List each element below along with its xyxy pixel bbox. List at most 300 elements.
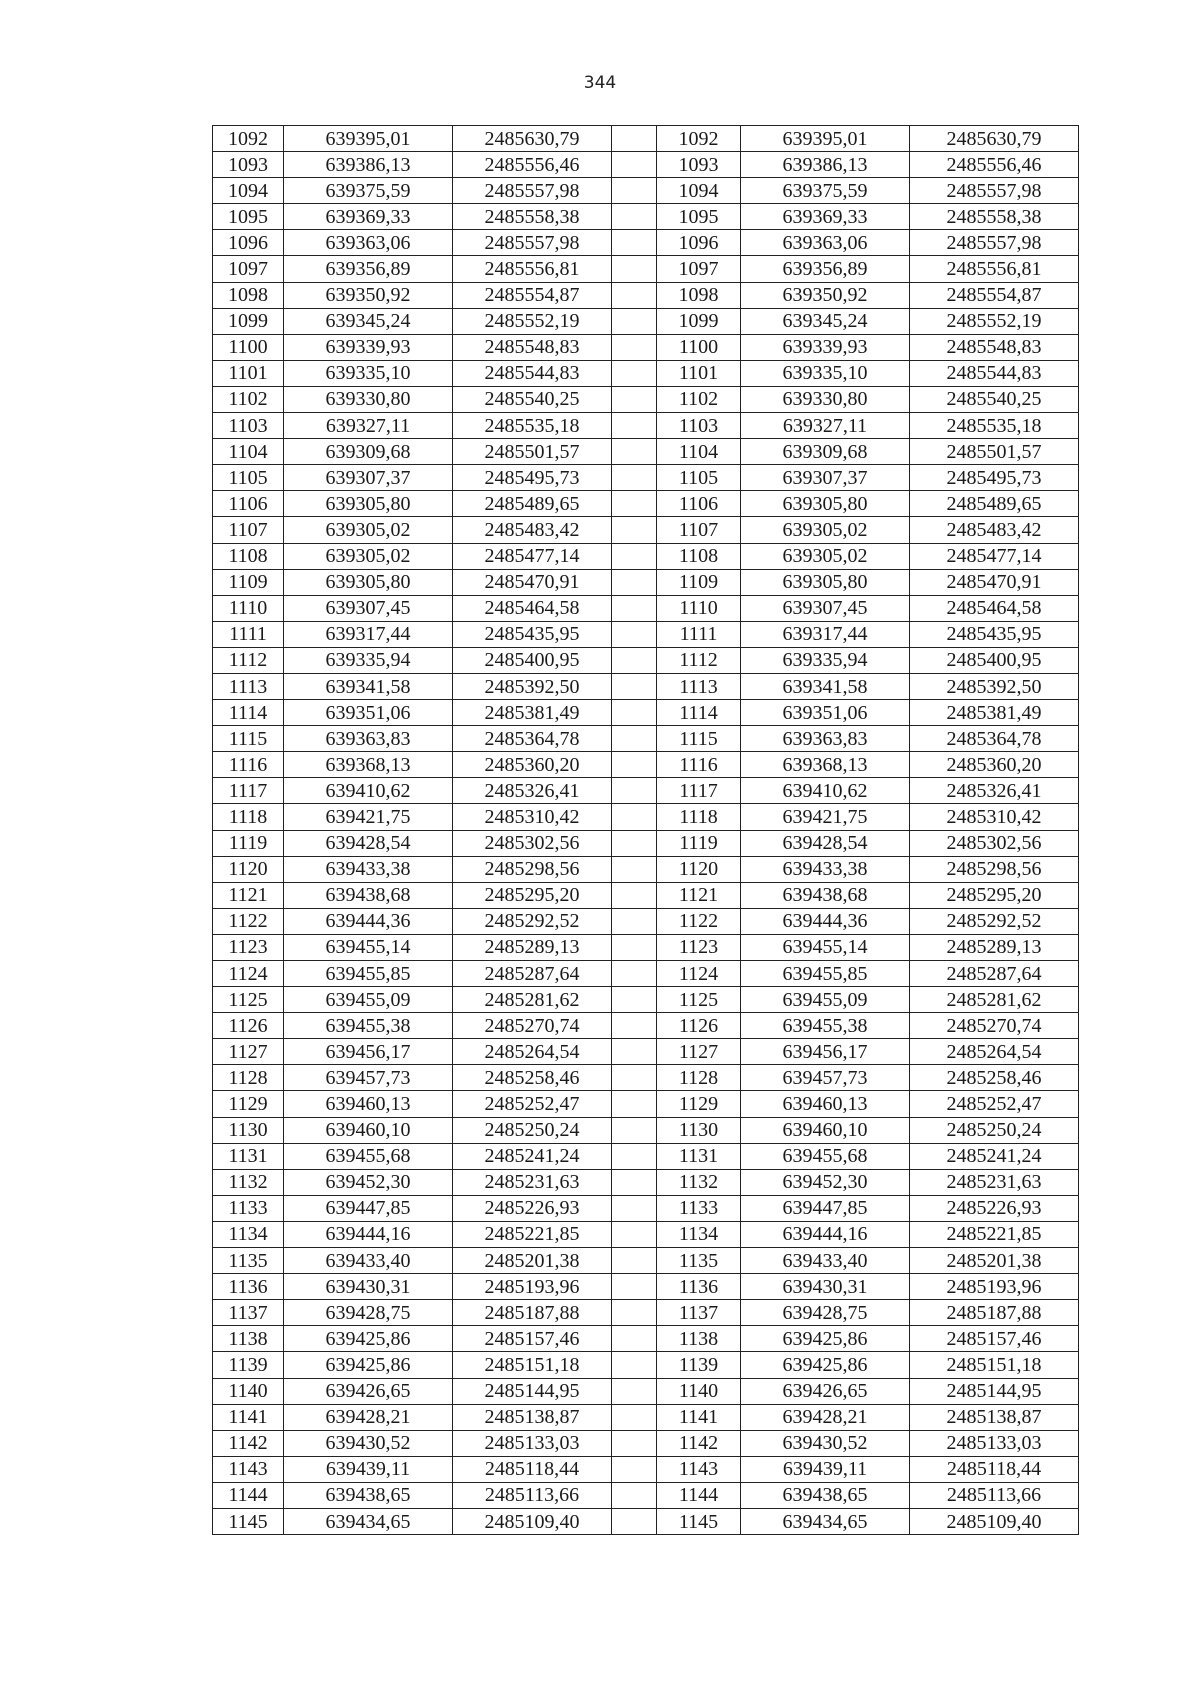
table-row xyxy=(213,413,1079,439)
left-x-coordinate-cell: 639363,83 xyxy=(284,726,453,752)
left-y-coordinate-cell: 2485250,24 xyxy=(453,1117,612,1143)
left-point-number-cell: 1105 xyxy=(213,465,284,491)
right-point-number-cell: 1106 xyxy=(657,491,741,517)
left-y-coordinate-cell: 2485138,87 xyxy=(453,1404,612,1430)
right-y-coordinate-cell: 2485477,14 xyxy=(910,543,1079,569)
table-row xyxy=(213,856,1079,882)
left-y-coordinate-cell: 2485264,54 xyxy=(453,1039,612,1065)
left-x-coordinate-cell: 639356,89 xyxy=(284,256,453,282)
table-row xyxy=(213,517,1079,543)
blank-cell xyxy=(612,595,657,621)
right-y-coordinate-cell: 2485151,18 xyxy=(910,1352,1079,1378)
blank-cell xyxy=(612,204,657,230)
table-row xyxy=(213,1352,1079,1378)
left-point-number-cell: 1093 xyxy=(213,152,284,178)
right-x-coordinate-cell: 639351,06 xyxy=(741,700,910,726)
right-y-coordinate-cell: 2485144,95 xyxy=(910,1378,1079,1404)
table-row xyxy=(213,1456,1079,1482)
left-point-number-cell: 1125 xyxy=(213,987,284,1013)
right-point-number-cell: 1097 xyxy=(657,256,741,282)
blank-cell xyxy=(612,934,657,960)
table-row xyxy=(213,569,1079,595)
right-x-coordinate-cell: 639455,09 xyxy=(741,987,910,1013)
blank-cell xyxy=(612,152,657,178)
right-y-coordinate-cell: 2485289,13 xyxy=(910,934,1079,960)
blank-cell xyxy=(612,1430,657,1456)
right-x-coordinate-cell: 639421,75 xyxy=(741,804,910,830)
left-x-coordinate-cell: 639335,94 xyxy=(284,647,453,673)
left-point-number-cell: 1122 xyxy=(213,908,284,934)
left-point-number-cell: 1104 xyxy=(213,439,284,465)
table-row xyxy=(213,1300,1079,1326)
table-row xyxy=(213,1248,1079,1274)
left-point-number-cell: 1124 xyxy=(213,961,284,987)
left-x-coordinate-cell: 639327,11 xyxy=(284,413,453,439)
right-x-coordinate-cell: 639430,31 xyxy=(741,1274,910,1300)
table-row xyxy=(213,308,1079,334)
left-x-coordinate-cell: 639421,75 xyxy=(284,804,453,830)
right-point-number-cell: 1098 xyxy=(657,282,741,308)
left-y-coordinate-cell: 2485477,14 xyxy=(453,543,612,569)
right-x-coordinate-cell: 639428,54 xyxy=(741,830,910,856)
right-y-coordinate-cell: 2485548,83 xyxy=(910,334,1079,360)
blank-cell xyxy=(612,569,657,595)
right-point-number-cell: 1118 xyxy=(657,804,741,830)
right-x-coordinate-cell: 639438,65 xyxy=(741,1482,910,1508)
blank-cell xyxy=(612,856,657,882)
left-point-number-cell: 1119 xyxy=(213,830,284,856)
left-x-coordinate-cell: 639444,36 xyxy=(284,908,453,934)
right-x-coordinate-cell: 639428,21 xyxy=(741,1404,910,1430)
right-y-coordinate-cell: 2485489,65 xyxy=(910,491,1079,517)
table-row xyxy=(213,752,1079,778)
blank-cell xyxy=(612,1013,657,1039)
left-point-number-cell: 1103 xyxy=(213,413,284,439)
left-x-coordinate-cell: 639307,45 xyxy=(284,595,453,621)
left-point-number-cell: 1133 xyxy=(213,1195,284,1221)
left-x-coordinate-cell: 639428,21 xyxy=(284,1404,453,1430)
left-y-coordinate-cell: 2485289,13 xyxy=(453,934,612,960)
left-x-coordinate-cell: 639438,68 xyxy=(284,882,453,908)
right-x-coordinate-cell: 639410,62 xyxy=(741,778,910,804)
left-x-coordinate-cell: 639428,54 xyxy=(284,830,453,856)
right-y-coordinate-cell: 2485295,20 xyxy=(910,882,1079,908)
left-y-coordinate-cell: 2485157,46 xyxy=(453,1326,612,1352)
right-y-coordinate-cell: 2485556,46 xyxy=(910,152,1079,178)
left-point-number-cell: 1134 xyxy=(213,1221,284,1247)
blank-cell xyxy=(612,308,657,334)
blank-cell xyxy=(612,1248,657,1274)
right-y-coordinate-cell: 2485556,81 xyxy=(910,256,1079,282)
right-x-coordinate-cell: 639425,86 xyxy=(741,1326,910,1352)
left-point-number-cell: 1100 xyxy=(213,334,284,360)
right-point-number-cell: 1105 xyxy=(657,465,741,491)
left-x-coordinate-cell: 639433,40 xyxy=(284,1248,453,1274)
blank-cell xyxy=(612,987,657,1013)
table-row xyxy=(213,386,1079,412)
left-y-coordinate-cell: 2485201,38 xyxy=(453,1248,612,1274)
table-row xyxy=(213,621,1079,647)
right-y-coordinate-cell: 2485302,56 xyxy=(910,830,1079,856)
right-y-coordinate-cell: 2485400,95 xyxy=(910,647,1079,673)
left-point-number-cell: 1116 xyxy=(213,752,284,778)
left-y-coordinate-cell: 2485281,62 xyxy=(453,987,612,1013)
right-point-number-cell: 1127 xyxy=(657,1039,741,1065)
table-row xyxy=(213,1013,1079,1039)
right-point-number-cell: 1100 xyxy=(657,334,741,360)
right-point-number-cell: 1134 xyxy=(657,1221,741,1247)
right-y-coordinate-cell: 2485392,50 xyxy=(910,673,1079,699)
left-x-coordinate-cell: 639434,65 xyxy=(284,1508,453,1534)
left-x-coordinate-cell: 639351,06 xyxy=(284,700,453,726)
left-y-coordinate-cell: 2485118,44 xyxy=(453,1456,612,1482)
left-y-coordinate-cell: 2485557,98 xyxy=(453,230,612,256)
blank-cell xyxy=(612,1221,657,1247)
left-x-coordinate-cell: 639455,09 xyxy=(284,987,453,1013)
left-x-coordinate-cell: 639305,80 xyxy=(284,491,453,517)
right-point-number-cell: 1139 xyxy=(657,1352,741,1378)
right-y-coordinate-cell: 2485250,24 xyxy=(910,1117,1079,1143)
table-row xyxy=(213,178,1079,204)
right-point-number-cell: 1133 xyxy=(657,1195,741,1221)
blank-cell xyxy=(612,413,657,439)
table-row xyxy=(213,726,1079,752)
right-point-number-cell: 1129 xyxy=(657,1091,741,1117)
left-y-coordinate-cell: 2485557,98 xyxy=(453,178,612,204)
left-point-number-cell: 1092 xyxy=(213,126,284,152)
right-x-coordinate-cell: 639447,85 xyxy=(741,1195,910,1221)
left-point-number-cell: 1096 xyxy=(213,230,284,256)
left-y-coordinate-cell: 2485231,63 xyxy=(453,1169,612,1195)
table-row xyxy=(213,987,1079,1013)
right-x-coordinate-cell: 639455,85 xyxy=(741,961,910,987)
left-y-coordinate-cell: 2485302,56 xyxy=(453,830,612,856)
right-y-coordinate-cell: 2485464,58 xyxy=(910,595,1079,621)
right-point-number-cell: 1138 xyxy=(657,1326,741,1352)
right-x-coordinate-cell: 639356,89 xyxy=(741,256,910,282)
table-row xyxy=(213,673,1079,699)
left-y-coordinate-cell: 2485548,83 xyxy=(453,334,612,360)
right-x-coordinate-cell: 639339,93 xyxy=(741,334,910,360)
right-y-coordinate-cell: 2485326,41 xyxy=(910,778,1079,804)
table-row xyxy=(213,282,1079,308)
left-y-coordinate-cell: 2485556,81 xyxy=(453,256,612,282)
right-point-number-cell: 1142 xyxy=(657,1430,741,1456)
blank-cell xyxy=(612,1300,657,1326)
right-y-coordinate-cell: 2485221,85 xyxy=(910,1221,1079,1247)
table-row xyxy=(213,1430,1079,1456)
left-x-coordinate-cell: 639455,85 xyxy=(284,961,453,987)
blank-cell xyxy=(612,282,657,308)
left-x-coordinate-cell: 639452,30 xyxy=(284,1169,453,1195)
left-y-coordinate-cell: 2485298,56 xyxy=(453,856,612,882)
right-x-coordinate-cell: 639330,80 xyxy=(741,386,910,412)
right-point-number-cell: 1095 xyxy=(657,204,741,230)
right-y-coordinate-cell: 2485360,20 xyxy=(910,752,1079,778)
left-point-number-cell: 1106 xyxy=(213,491,284,517)
blank-cell xyxy=(612,1352,657,1378)
left-point-number-cell: 1128 xyxy=(213,1065,284,1091)
right-point-number-cell: 1108 xyxy=(657,543,741,569)
right-point-number-cell: 1123 xyxy=(657,934,741,960)
right-point-number-cell: 1111 xyxy=(657,621,741,647)
table-row xyxy=(213,961,1079,987)
right-y-coordinate-cell: 2485557,98 xyxy=(910,178,1079,204)
table-row xyxy=(213,543,1079,569)
table-row xyxy=(213,465,1079,491)
left-y-coordinate-cell: 2485501,57 xyxy=(453,439,612,465)
left-x-coordinate-cell: 639457,73 xyxy=(284,1065,453,1091)
right-point-number-cell: 1107 xyxy=(657,517,741,543)
right-x-coordinate-cell: 639369,33 xyxy=(741,204,910,230)
right-y-coordinate-cell: 2485157,46 xyxy=(910,1326,1079,1352)
right-y-coordinate-cell: 2485193,96 xyxy=(910,1274,1079,1300)
blank-cell xyxy=(612,1169,657,1195)
left-point-number-cell: 1101 xyxy=(213,360,284,386)
table-row xyxy=(213,1221,1079,1247)
left-point-number-cell: 1137 xyxy=(213,1300,284,1326)
blank-cell xyxy=(612,1508,657,1534)
right-point-number-cell: 1137 xyxy=(657,1300,741,1326)
right-point-number-cell: 1112 xyxy=(657,647,741,673)
left-point-number-cell: 1121 xyxy=(213,882,284,908)
left-point-number-cell: 1115 xyxy=(213,726,284,752)
table-row xyxy=(213,882,1079,908)
right-point-number-cell: 1099 xyxy=(657,308,741,334)
left-x-coordinate-cell: 639455,38 xyxy=(284,1013,453,1039)
left-point-number-cell: 1142 xyxy=(213,1430,284,1456)
left-x-coordinate-cell: 639305,02 xyxy=(284,517,453,543)
right-y-coordinate-cell: 2485544,83 xyxy=(910,360,1079,386)
right-point-number-cell: 1093 xyxy=(657,152,741,178)
table-row xyxy=(213,908,1079,934)
blank-cell xyxy=(612,1404,657,1430)
right-y-coordinate-cell: 2485558,38 xyxy=(910,204,1079,230)
right-point-number-cell: 1116 xyxy=(657,752,741,778)
right-y-coordinate-cell: 2485287,64 xyxy=(910,961,1079,987)
left-y-coordinate-cell: 2485258,46 xyxy=(453,1065,612,1091)
left-y-coordinate-cell: 2485360,20 xyxy=(453,752,612,778)
left-y-coordinate-cell: 2485470,91 xyxy=(453,569,612,595)
left-point-number-cell: 1099 xyxy=(213,308,284,334)
right-point-number-cell: 1115 xyxy=(657,726,741,752)
right-y-coordinate-cell: 2485226,93 xyxy=(910,1195,1079,1221)
blank-cell xyxy=(612,465,657,491)
left-y-coordinate-cell: 2485113,66 xyxy=(453,1482,612,1508)
right-y-coordinate-cell: 2485364,78 xyxy=(910,726,1079,752)
blank-cell xyxy=(612,621,657,647)
coordinates-table-body xyxy=(213,126,1079,1535)
right-y-coordinate-cell: 2485258,46 xyxy=(910,1065,1079,1091)
left-y-coordinate-cell: 2485270,74 xyxy=(453,1013,612,1039)
left-x-coordinate-cell: 639369,33 xyxy=(284,204,453,230)
blank-cell xyxy=(612,126,657,152)
left-point-number-cell: 1136 xyxy=(213,1274,284,1300)
left-x-coordinate-cell: 639425,86 xyxy=(284,1326,453,1352)
left-point-number-cell: 1108 xyxy=(213,543,284,569)
left-y-coordinate-cell: 2485400,95 xyxy=(453,647,612,673)
left-point-number-cell: 1129 xyxy=(213,1091,284,1117)
table-row xyxy=(213,1091,1079,1117)
right-point-number-cell: 1113 xyxy=(657,673,741,699)
left-x-coordinate-cell: 639460,13 xyxy=(284,1091,453,1117)
table-row xyxy=(213,1378,1079,1404)
left-x-coordinate-cell: 639410,62 xyxy=(284,778,453,804)
table-row xyxy=(213,204,1079,230)
right-point-number-cell: 1144 xyxy=(657,1482,741,1508)
left-x-coordinate-cell: 639339,93 xyxy=(284,334,453,360)
right-x-coordinate-cell: 639433,38 xyxy=(741,856,910,882)
right-x-coordinate-cell: 639307,45 xyxy=(741,595,910,621)
right-x-coordinate-cell: 639350,92 xyxy=(741,282,910,308)
left-x-coordinate-cell: 639341,58 xyxy=(284,673,453,699)
left-x-coordinate-cell: 639455,68 xyxy=(284,1143,453,1169)
right-x-coordinate-cell: 639460,13 xyxy=(741,1091,910,1117)
left-point-number-cell: 1126 xyxy=(213,1013,284,1039)
left-y-coordinate-cell: 2485187,88 xyxy=(453,1300,612,1326)
right-x-coordinate-cell: 639327,11 xyxy=(741,413,910,439)
right-x-coordinate-cell: 639433,40 xyxy=(741,1248,910,1274)
right-x-coordinate-cell: 639444,16 xyxy=(741,1221,910,1247)
left-y-coordinate-cell: 2485326,41 xyxy=(453,778,612,804)
left-point-number-cell: 1117 xyxy=(213,778,284,804)
right-point-number-cell: 1104 xyxy=(657,439,741,465)
left-point-number-cell: 1107 xyxy=(213,517,284,543)
right-y-coordinate-cell: 2485113,66 xyxy=(910,1482,1079,1508)
right-point-number-cell: 1122 xyxy=(657,908,741,934)
right-point-number-cell: 1131 xyxy=(657,1143,741,1169)
left-x-coordinate-cell: 639426,65 xyxy=(284,1378,453,1404)
table-row xyxy=(213,256,1079,282)
left-x-coordinate-cell: 639430,31 xyxy=(284,1274,453,1300)
right-x-coordinate-cell: 639460,10 xyxy=(741,1117,910,1143)
left-y-coordinate-cell: 2485295,20 xyxy=(453,882,612,908)
coordinates-table xyxy=(212,125,1079,1535)
right-x-coordinate-cell: 639428,75 xyxy=(741,1300,910,1326)
left-point-number-cell: 1097 xyxy=(213,256,284,282)
right-x-coordinate-cell: 639434,65 xyxy=(741,1508,910,1534)
right-x-coordinate-cell: 639455,14 xyxy=(741,934,910,960)
right-x-coordinate-cell: 639457,73 xyxy=(741,1065,910,1091)
left-y-coordinate-cell: 2485381,49 xyxy=(453,700,612,726)
left-y-coordinate-cell: 2485544,83 xyxy=(453,360,612,386)
left-x-coordinate-cell: 639307,37 xyxy=(284,465,453,491)
right-x-coordinate-cell: 639375,59 xyxy=(741,178,910,204)
left-y-coordinate-cell: 2485193,96 xyxy=(453,1274,612,1300)
right-point-number-cell: 1141 xyxy=(657,1404,741,1430)
left-point-number-cell: 1143 xyxy=(213,1456,284,1482)
table-row xyxy=(213,1482,1079,1508)
right-y-coordinate-cell: 2485292,52 xyxy=(910,908,1079,934)
left-point-number-cell: 1138 xyxy=(213,1326,284,1352)
left-x-coordinate-cell: 639368,13 xyxy=(284,752,453,778)
right-point-number-cell: 1135 xyxy=(657,1248,741,1274)
left-x-coordinate-cell: 639444,16 xyxy=(284,1221,453,1247)
right-y-coordinate-cell: 2485118,44 xyxy=(910,1456,1079,1482)
left-point-number-cell: 1123 xyxy=(213,934,284,960)
blank-cell xyxy=(612,334,657,360)
table-row xyxy=(213,595,1079,621)
table-row xyxy=(213,1195,1079,1221)
left-y-coordinate-cell: 2485535,18 xyxy=(453,413,612,439)
table-row xyxy=(213,934,1079,960)
right-point-number-cell: 1110 xyxy=(657,595,741,621)
right-y-coordinate-cell: 2485483,42 xyxy=(910,517,1079,543)
left-y-coordinate-cell: 2485109,40 xyxy=(453,1508,612,1534)
table-row xyxy=(213,126,1079,152)
left-point-number-cell: 1112 xyxy=(213,647,284,673)
table-row xyxy=(213,152,1079,178)
right-y-coordinate-cell: 2485501,57 xyxy=(910,439,1079,465)
left-point-number-cell: 1132 xyxy=(213,1169,284,1195)
left-x-coordinate-cell: 639317,44 xyxy=(284,621,453,647)
left-x-coordinate-cell: 639428,75 xyxy=(284,1300,453,1326)
left-y-coordinate-cell: 2485287,64 xyxy=(453,961,612,987)
left-y-coordinate-cell: 2485495,73 xyxy=(453,465,612,491)
left-y-coordinate-cell: 2485392,50 xyxy=(453,673,612,699)
left-y-coordinate-cell: 2485241,24 xyxy=(453,1143,612,1169)
left-y-coordinate-cell: 2485144,95 xyxy=(453,1378,612,1404)
right-point-number-cell: 1121 xyxy=(657,882,741,908)
right-x-coordinate-cell: 639305,02 xyxy=(741,543,910,569)
table-row xyxy=(213,1169,1079,1195)
left-x-coordinate-cell: 639305,02 xyxy=(284,543,453,569)
right-y-coordinate-cell: 2485298,56 xyxy=(910,856,1079,882)
blank-cell xyxy=(612,178,657,204)
right-x-coordinate-cell: 639335,10 xyxy=(741,360,910,386)
right-x-coordinate-cell: 639439,11 xyxy=(741,1456,910,1482)
left-x-coordinate-cell: 639386,13 xyxy=(284,152,453,178)
table-row xyxy=(213,1039,1079,1065)
left-x-coordinate-cell: 639438,65 xyxy=(284,1482,453,1508)
right-x-coordinate-cell: 639309,68 xyxy=(741,439,910,465)
right-point-number-cell: 1143 xyxy=(657,1456,741,1482)
left-y-coordinate-cell: 2485552,19 xyxy=(453,308,612,334)
right-point-number-cell: 1132 xyxy=(657,1169,741,1195)
left-point-number-cell: 1145 xyxy=(213,1508,284,1534)
page-number: 344 xyxy=(583,73,617,93)
table-row xyxy=(213,647,1079,673)
right-y-coordinate-cell: 2485557,98 xyxy=(910,230,1079,256)
right-x-coordinate-cell: 639363,83 xyxy=(741,726,910,752)
right-y-coordinate-cell: 2485540,25 xyxy=(910,386,1079,412)
right-x-coordinate-cell: 639345,24 xyxy=(741,308,910,334)
blank-cell xyxy=(612,1143,657,1169)
right-y-coordinate-cell: 2485381,49 xyxy=(910,700,1079,726)
blank-cell xyxy=(612,752,657,778)
left-x-coordinate-cell: 639395,01 xyxy=(284,126,453,152)
left-point-number-cell: 1131 xyxy=(213,1143,284,1169)
right-point-number-cell: 1096 xyxy=(657,230,741,256)
right-point-number-cell: 1136 xyxy=(657,1274,741,1300)
left-point-number-cell: 1118 xyxy=(213,804,284,830)
blank-cell xyxy=(612,961,657,987)
left-x-coordinate-cell: 639455,14 xyxy=(284,934,453,960)
right-x-coordinate-cell: 639426,65 xyxy=(741,1378,910,1404)
right-x-coordinate-cell: 639368,13 xyxy=(741,752,910,778)
left-point-number-cell: 1141 xyxy=(213,1404,284,1430)
right-y-coordinate-cell: 2485470,91 xyxy=(910,569,1079,595)
right-y-coordinate-cell: 2485435,95 xyxy=(910,621,1079,647)
left-y-coordinate-cell: 2485226,93 xyxy=(453,1195,612,1221)
left-point-number-cell: 1130 xyxy=(213,1117,284,1143)
blank-cell xyxy=(612,804,657,830)
right-x-coordinate-cell: 639305,80 xyxy=(741,569,910,595)
table-row xyxy=(213,1274,1079,1300)
left-point-number-cell: 1127 xyxy=(213,1039,284,1065)
left-y-coordinate-cell: 2485489,65 xyxy=(453,491,612,517)
left-x-coordinate-cell: 639425,86 xyxy=(284,1352,453,1378)
